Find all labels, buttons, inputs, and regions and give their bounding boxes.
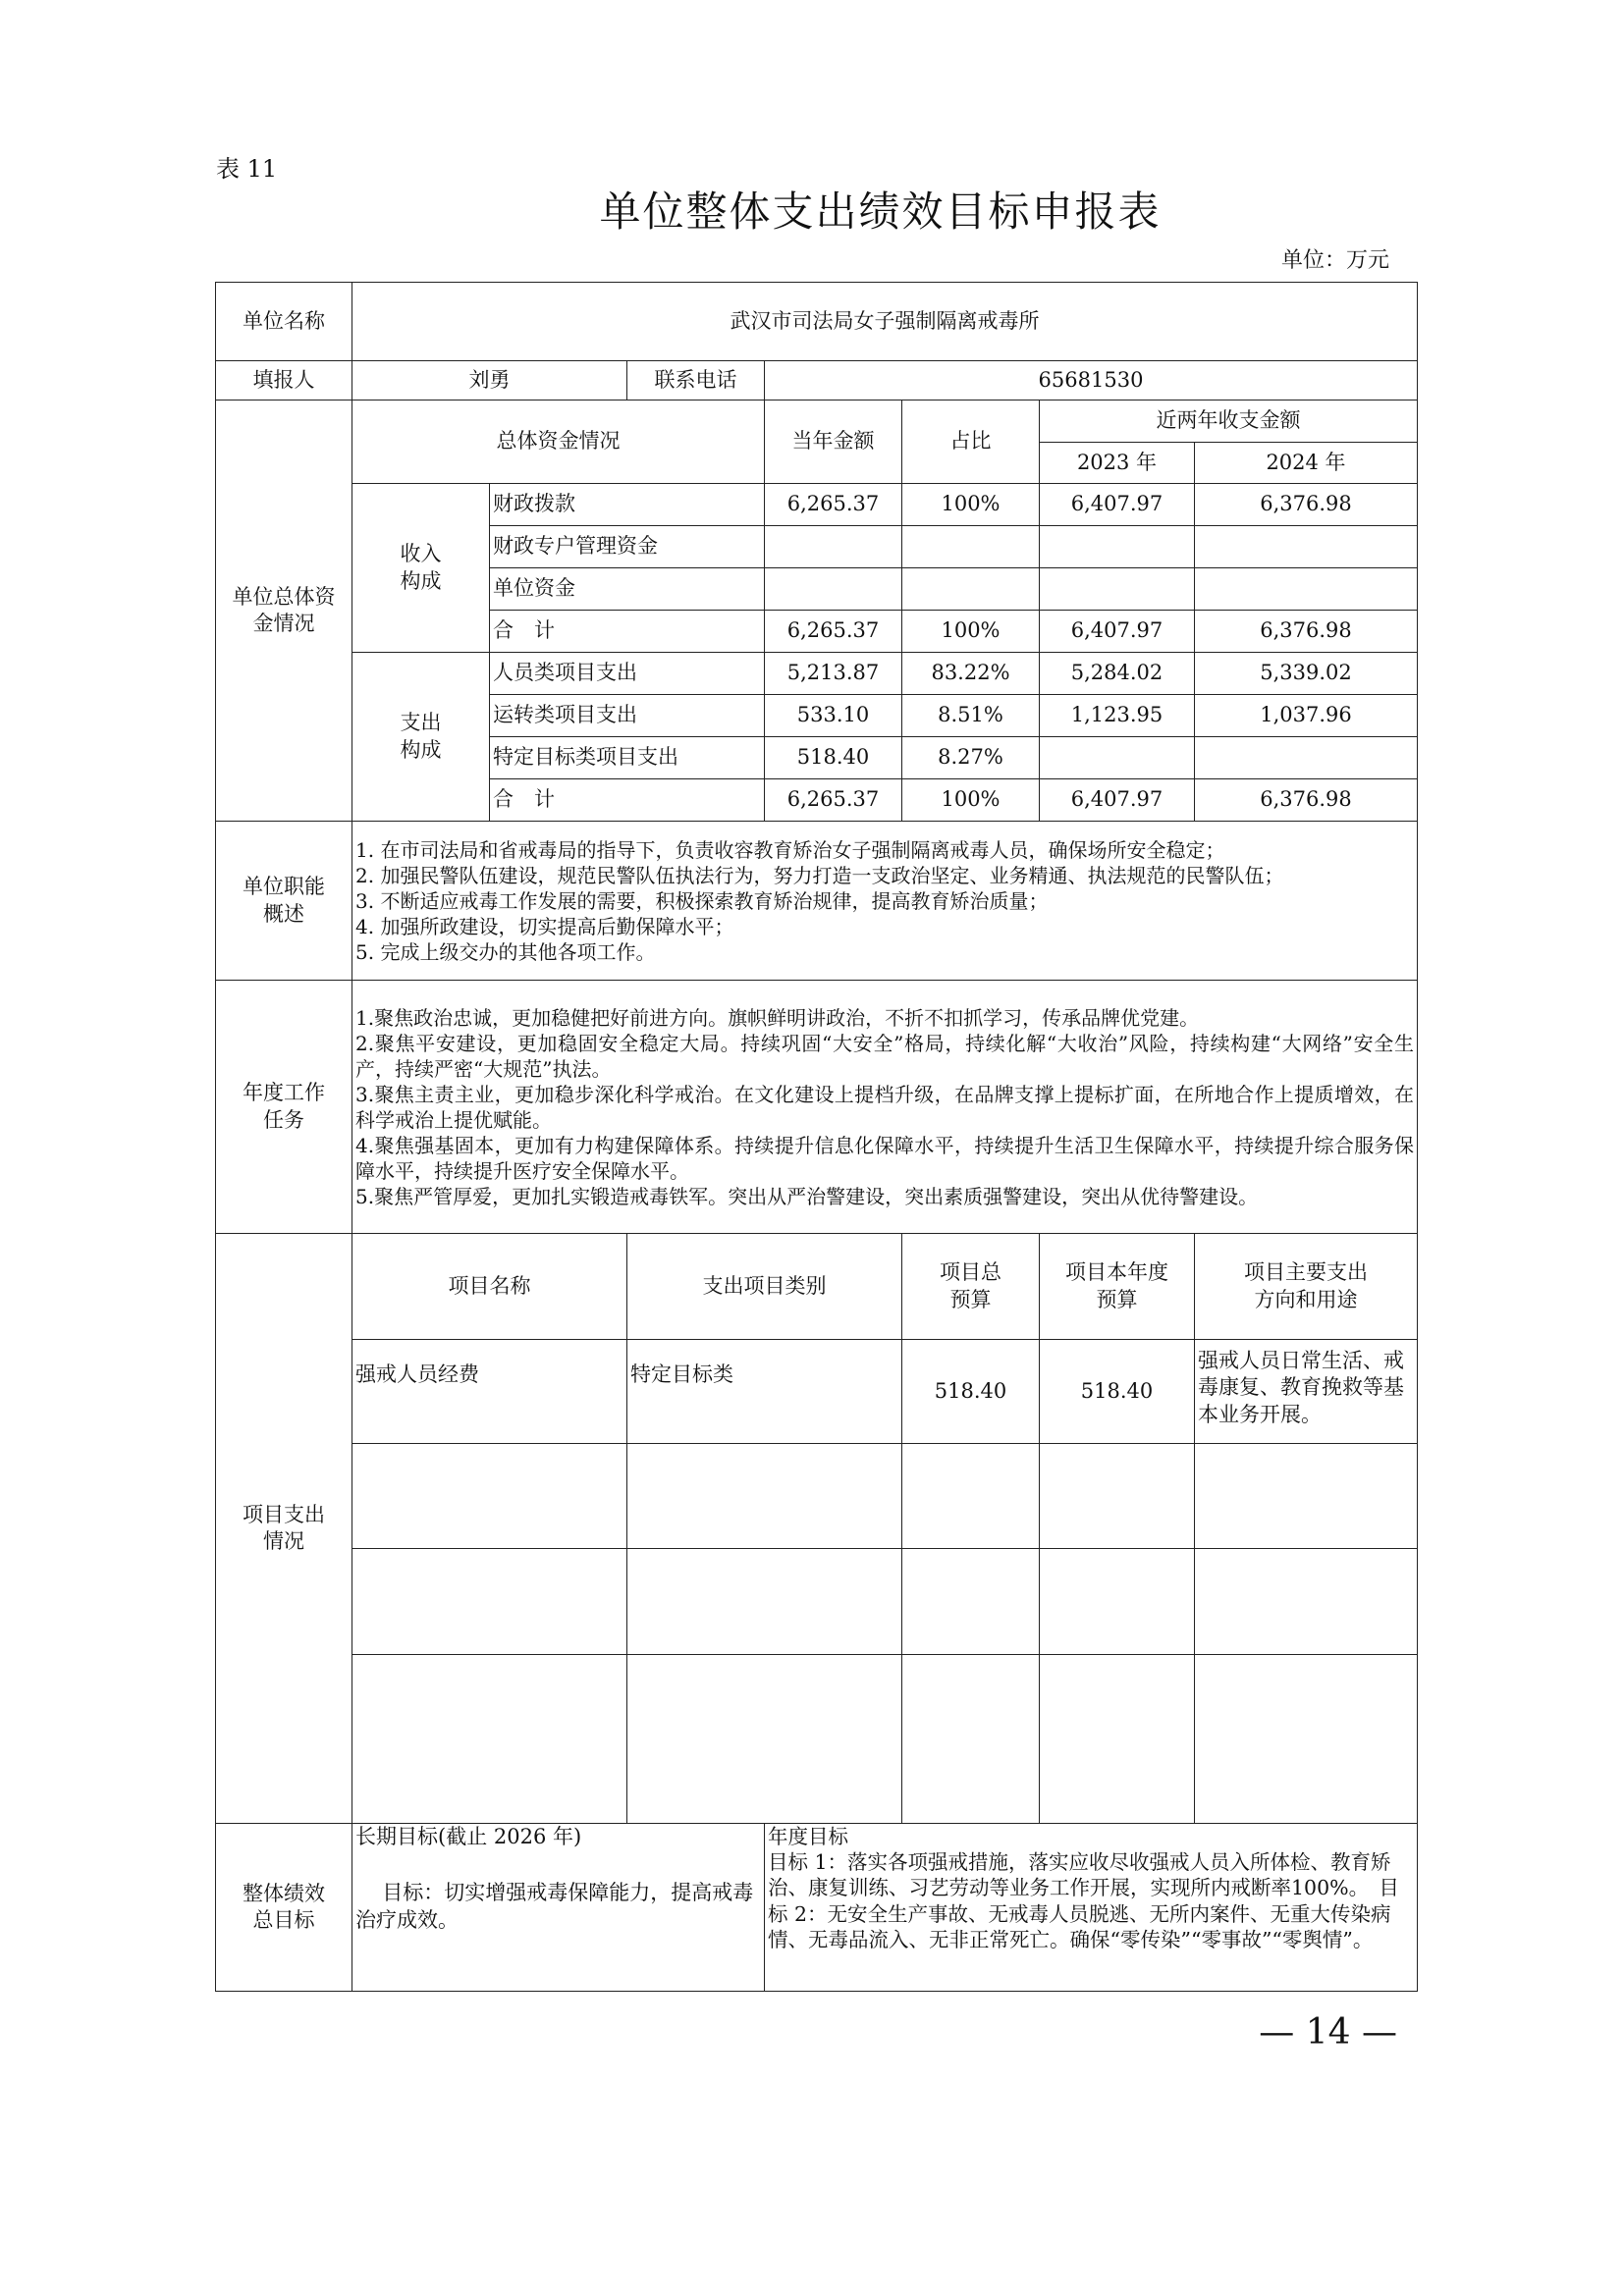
unit-name-value: 武汉市司法局女子强制隔离戒毒所 xyxy=(352,283,1418,361)
projects-header-row xyxy=(216,1234,1418,1340)
goals-row xyxy=(216,1824,1418,1992)
income-item-2024: 6,376.98 xyxy=(1195,484,1418,526)
expense-label-text: 支出构成 xyxy=(400,711,442,762)
unit-label: 单位：万元 xyxy=(1280,248,1389,273)
annual-tasks-list xyxy=(352,981,1418,1234)
current-amount-header: 当年金额 xyxy=(765,400,902,484)
income-total-current: 6,265.37 xyxy=(765,611,902,653)
annual-goal xyxy=(765,1824,1418,1992)
income-item-2023: 6,407.97 xyxy=(1040,484,1195,526)
expense-item-ratio: 8.51% xyxy=(902,695,1040,737)
project-annual-header xyxy=(1040,1234,1195,1340)
reporter-label: 填报人 xyxy=(216,361,352,400)
income-item-current xyxy=(765,568,902,611)
annual-goal-text: 目标 1：落实各项强戒措施，落实应收尽收强戒人员入所体检、教育矫治、康复训练、习艺劳动等业务工作开展，实现所内戒断率100%。 目标 2：无安全生产事故、无戒毒人员脱逃、无所内案件、无重大传染病情、无毒品流入、无非正常死亡。确保“零传染”“零事故”“零舆情”。 xyxy=(768,1850,1399,1951)
project-empty-row xyxy=(216,1549,1418,1655)
year-2024-header: 2024 年 xyxy=(1195,443,1418,484)
funds-overview-label: 总体资金情况 xyxy=(352,400,765,484)
expense-item-2024 xyxy=(1195,737,1418,779)
project-purpose-header xyxy=(1195,1234,1418,1340)
income-total-2023: 6,407.97 xyxy=(1040,611,1195,653)
project-name-header: 项目名称 xyxy=(352,1234,627,1340)
income-item-2023 xyxy=(1040,526,1195,568)
expense-item-2023: 5,284.02 xyxy=(1040,653,1195,695)
expense-item-2024: 5,339.02 xyxy=(1195,653,1418,695)
long-term-goal xyxy=(352,1824,765,1992)
income-item-name: 财政专户管理资金 xyxy=(490,526,765,568)
project-total: 518.40 xyxy=(902,1340,1040,1444)
project-annual-header-text: 项目本年度预算 xyxy=(1064,1260,1168,1311)
project-empty-row xyxy=(216,1444,1418,1549)
income-row xyxy=(216,484,1418,526)
project-purpose-header-text: 项目主要支出方向和用途 xyxy=(1243,1260,1368,1311)
function-item: 3. 不断适应戒毒工作发展的需要，积极探索教育矫治规律，提高教育矫治质量； xyxy=(355,888,1049,913)
long-term-goal-label: 长期目标(截止 2026 年) xyxy=(355,1825,582,1848)
project-empty-row xyxy=(216,1655,1418,1824)
income-label-text: 收入构成 xyxy=(400,542,442,593)
expense-label xyxy=(352,653,490,822)
expense-item-current: 518.40 xyxy=(765,737,902,779)
expense-item-current: 533.10 xyxy=(765,695,902,737)
project-purpose: 强戒人员日常生活、戒毒康复、教育挽救等基本业务开展。 xyxy=(1195,1340,1418,1444)
document-title: 单位整体支出绩效目标申报表 xyxy=(599,187,1162,236)
expense-item-current: 5,213.87 xyxy=(765,653,902,695)
annual-tasks-label-text: 年度工作任务 xyxy=(242,1081,325,1132)
income-total-2024: 6,376.98 xyxy=(1195,611,1418,653)
project-total-header xyxy=(902,1234,1040,1340)
income-label xyxy=(352,484,490,653)
reporter-value: 刘勇 xyxy=(352,361,627,400)
long-term-goal-text: 目标：切实增强戒毒保障能力，提高戒毒治疗成效。 xyxy=(355,1881,754,1932)
function-item: 5. 完成上级交办的其他各项工作。 xyxy=(355,939,656,964)
project-category-header: 支出项目类别 xyxy=(627,1234,902,1340)
income-item-current xyxy=(765,526,902,568)
expense-item-ratio: 83.22% xyxy=(902,653,1040,695)
functions-row xyxy=(216,822,1418,981)
expense-item-2023 xyxy=(1040,737,1195,779)
annual-task-item: 5.聚焦严管厚爱，更加扎实锻造戒毒铁军。突出从严治警建设，突出素质强警建设，突出从优待警建设。 xyxy=(355,1184,1259,1208)
annual-task-item: 1.聚焦政治忠诚，更加稳健把好前进方向。旗帜鲜明讲政治，不折不扣抓学习，传承品牌优党建。 xyxy=(355,1005,1200,1030)
expense-total-ratio: 100% xyxy=(902,779,1040,822)
phone-label: 联系电话 xyxy=(627,361,765,400)
expense-total-name: 合 计 xyxy=(490,779,765,822)
annual-task-item: 3.聚焦主责主业，更加稳步深化科学戒治。在文化建设上提档升级，在品牌支撑上提标扩面，在所地合作上提质增效，在科学戒治上提优赋能。 xyxy=(355,1082,1414,1132)
table-label: 表 11 xyxy=(216,155,278,183)
function-item: 1. 在市司法局和省戒毒局的指导下，负责收容教育矫治女子强制隔离戒毒人员，确保场所安全稳定； xyxy=(355,837,1225,862)
projects-label-text: 项目支出情况 xyxy=(242,1502,325,1553)
expense-item-name: 特定目标类项目支出 xyxy=(490,737,765,779)
income-item-name: 财政拨款 xyxy=(490,484,765,526)
expense-row xyxy=(216,653,1418,695)
reporter-row xyxy=(216,361,1418,400)
expense-total-current: 6,265.37 xyxy=(765,779,902,822)
functions-label-text: 单位职能概述 xyxy=(242,875,325,926)
expense-item-name: 人员类项目支出 xyxy=(490,653,765,695)
expense-total-2024: 6,376.98 xyxy=(1195,779,1418,822)
annual-tasks-label xyxy=(216,981,352,1234)
annual-task-item: 4.聚焦强基固本，更加有力构建保障体系。持续提升信息化保障水平，持续提升生活卫生保障水平，持续提升综合服务保障水平，持续提升医疗安全保障水平。 xyxy=(355,1133,1414,1183)
year-2023-header: 2023 年 xyxy=(1040,443,1195,484)
functions-list xyxy=(352,822,1418,981)
functions-label xyxy=(216,822,352,981)
expense-item-name: 运转类项目支出 xyxy=(490,695,765,737)
ratio-header: 占比 xyxy=(902,400,1040,484)
unit-name-row xyxy=(216,283,1418,361)
two-year-header: 近两年收支金额 xyxy=(1040,400,1418,443)
project-total-header-text: 项目总预算 xyxy=(940,1260,1001,1311)
income-item-ratio: 100% xyxy=(902,484,1040,526)
project-category: 特定目标类 xyxy=(627,1340,902,1444)
unit-name-label: 单位名称 xyxy=(216,283,352,361)
funds-section-label-text: 单位总体资金情况 xyxy=(232,584,336,635)
goals-label-text: 整体绩效总目标 xyxy=(242,1881,325,1932)
expense-item-2023: 1,123.95 xyxy=(1040,695,1195,737)
goals-label xyxy=(216,1824,352,1992)
funds-header-row-1 xyxy=(216,400,1418,443)
function-item: 2. 加强民警队伍建设，规范民警队伍执法行为，努力打造一支政治坚定、业务精通、执法规范的民警队伍； xyxy=(355,863,1284,887)
funds-section-label xyxy=(216,400,352,822)
expense-total-2023: 6,407.97 xyxy=(1040,779,1195,822)
income-total-ratio: 100% xyxy=(902,611,1040,653)
page-number: — 14 — xyxy=(1259,2012,1397,2053)
income-item-ratio xyxy=(902,568,1040,611)
annual-task-item: 2.聚焦平安建设，更加稳固安全稳定大局。持续巩固“大安全”格局，持续化解“大收治”风险，持续构建“大网络”安全生产，持续严密“大规范”执法。 xyxy=(355,1031,1414,1081)
income-item-ratio xyxy=(902,526,1040,568)
project-name: 强戒人员经费 xyxy=(352,1340,627,1444)
project-annual: 518.40 xyxy=(1040,1340,1195,1444)
annual-goal-label: 年度目标 xyxy=(768,1825,848,1848)
income-item-current: 6,265.37 xyxy=(765,484,902,526)
project-row xyxy=(216,1340,1418,1444)
income-item-2023 xyxy=(1040,568,1195,611)
performance-target-table xyxy=(215,282,1418,1992)
expense-item-ratio: 8.27% xyxy=(902,737,1040,779)
phone-value: 65681530 xyxy=(765,361,1418,400)
expense-item-2024: 1,037.96 xyxy=(1195,695,1418,737)
annual-tasks-row xyxy=(216,981,1418,1234)
income-item-2024 xyxy=(1195,526,1418,568)
income-item-2024 xyxy=(1195,568,1418,611)
income-item-name: 单位资金 xyxy=(490,568,765,611)
projects-label xyxy=(216,1234,352,1824)
income-total-name: 合 计 xyxy=(490,611,765,653)
function-item: 4. 加强所政建设，切实提高后勤保障水平； xyxy=(355,914,734,938)
